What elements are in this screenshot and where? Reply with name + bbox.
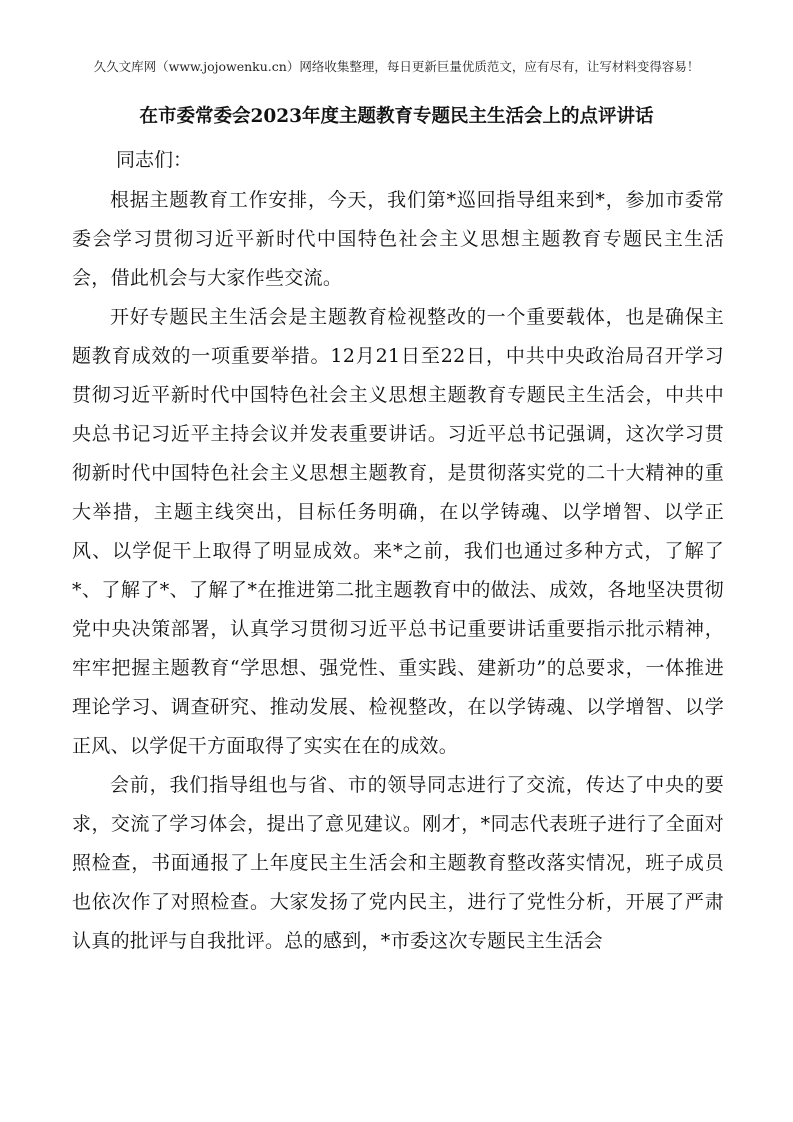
paragraph-intro: 根据主题教育工作安排，今天，我们第*巡回指导组来到*，参加市委常委会学习贯彻习近平新时代中国特色社会主义思想主题教育专题民主生活会，借此机会与大家作些交流。 — [72, 189, 724, 289]
paragraph-meeting-review: 会前，我们指导组也与省、市的领导同志进行了交流，传达了中央的要求，交流了学习体会，提出了意见建议。刚才，*同志代表班子进行了全面对照检查，书面通报了上年度民主生活会和主题教育整改落实情况，班子成员也依次作了对照检查。大家发扬了党内民主，进行了党性分析，开展了严肃认真的批评与自我批评。总的感到，*市委这次专题民主生活会 — [72, 774, 724, 952]
document-title: 在市委常委会2023年度主题教育专题民主生活会上的点评讲话 — [139, 106, 654, 127]
body-text — [72, 181, 724, 961]
salutation: 同志们： — [116, 149, 193, 171]
paragraph-significance: 开好专题民主生活会是主题教育检视整改的一个重要载体，也是确保主题教育成效的一项重要举措。12月21日至22日，中共中央政治局召开学习贯彻习近平新时代中国特色社会主义思想主题教育专题民主生活会，中共中央总书记习近平主持会议并发表重要讲话。习近平总书记强调，这次学习贯彻新时代中国特色社会主义思想主题教育，是贯彻落实党的二十大精神的重大举措，主题主线突出，目标任务明确，在以学铸魂、以学增智、以学正风、以学促干上取得了明显成效。来*之前，我们也通过多种方式，了解了*、了解了*、了解了*在推进第二批主题教育中的做法、成效，各地坚决贯彻党中央决策部署，认真学习贯彻习近平总书记重要讲话重要指示批示精神，牢牢把握主题教育“学思想、强党性、重实践、建新功”的总要求，一体推进理论学习、调查研究、推动发展、检视整改，在以学铸魂、以学增智、以学正风、以学促干方面取得了实实在在的成效。 — [72, 306, 724, 757]
site-header-line: 久久文库网（www.jojowenku.cn）网络收集整理，每日更新巨量优质范文，应有尽有，让写材料变得容易！ — [93, 59, 700, 74]
